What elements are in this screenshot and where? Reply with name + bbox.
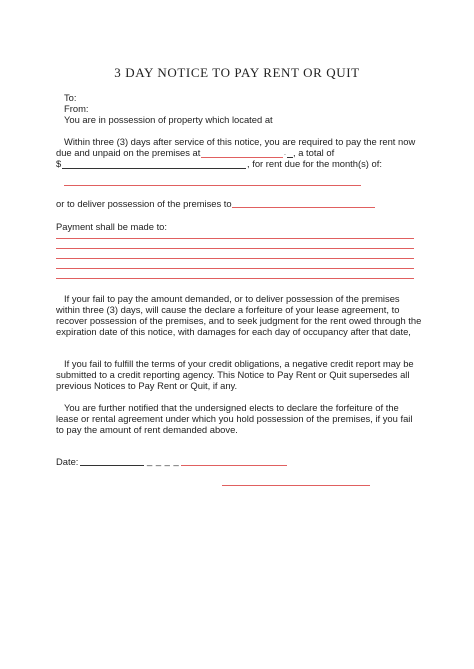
payment-line-5[interactable] [56, 278, 414, 279]
forfeiture-paragraph-line-2: lease or rental agreement under which you hold possession of the premises, if you fail [56, 413, 413, 424]
possession-text: You are in possession of property which located at [64, 114, 273, 125]
credit-paragraph-line-3: previous Notices to Pay Rent or Quit, if any. [56, 380, 238, 391]
date-label: Date: [56, 456, 79, 467]
failure-paragraph-line-4: expiration date of this notice, with damages for each day of occupancy after that date, [56, 326, 411, 337]
signature-field[interactable] [222, 485, 370, 486]
document-title: 3 DAY NOTICE TO PAY RENT OR QUIT [114, 65, 360, 80]
payment-line-3[interactable] [56, 258, 414, 259]
rent-paragraph-line-1: Within three (3) days after service of this notice, you are required to pay the rent now [64, 136, 416, 147]
payment-line-4[interactable] [56, 268, 414, 269]
failure-paragraph-line-2: within three (3) days, will cause the declare a forfeiture of your lease agreement, to [56, 304, 400, 315]
months-field[interactable] [64, 185, 361, 186]
rent-paragraph-line-3b: , for rent due for the month(s) of: [247, 158, 382, 169]
failure-paragraph-line-1: If your fail to pay the amount demanded, or to deliver possession of the premises [64, 293, 400, 304]
date-field[interactable] [80, 465, 144, 466]
from-label: From: [64, 103, 89, 114]
rent-paragraph-line-2a: due and unpaid on the premises at [56, 147, 201, 158]
payment-text: Payment shall be made to: [56, 221, 167, 232]
landlord-name-field[interactable] [181, 465, 287, 466]
to-label: To: [64, 92, 77, 103]
field-dot: . [284, 150, 286, 157]
payment-line-2[interactable] [56, 248, 414, 249]
rent-paragraph-line-2b: , a total of [293, 147, 335, 158]
deliver-to-field[interactable] [232, 207, 375, 208]
credit-paragraph-line-2: submitted to a credit reporting agency. This Notice to Pay Rent or Quit supersedes all [56, 369, 410, 380]
total-amount-field[interactable] [62, 168, 246, 169]
credit-paragraph-line-1: If you fail to fulfill the terms of your credit obligations, a negative credit report may be [64, 358, 414, 369]
deliver-text: or to deliver possession of the premises to [56, 198, 232, 209]
payment-line-1[interactable] [56, 238, 414, 239]
failure-paragraph-line-3: recover possession of the premises, and to seek judgment for the rent owed through the [56, 315, 422, 326]
date-dashes: _ _ _ _ [147, 455, 180, 466]
forfeiture-paragraph-line-3: to pay the amount of rent demanded above. [56, 424, 238, 435]
forfeiture-paragraph-line-1: You are further notified that the undersigned elects to declare the forfeiture of the [64, 402, 399, 413]
dollar-sign: $ [56, 158, 62, 169]
